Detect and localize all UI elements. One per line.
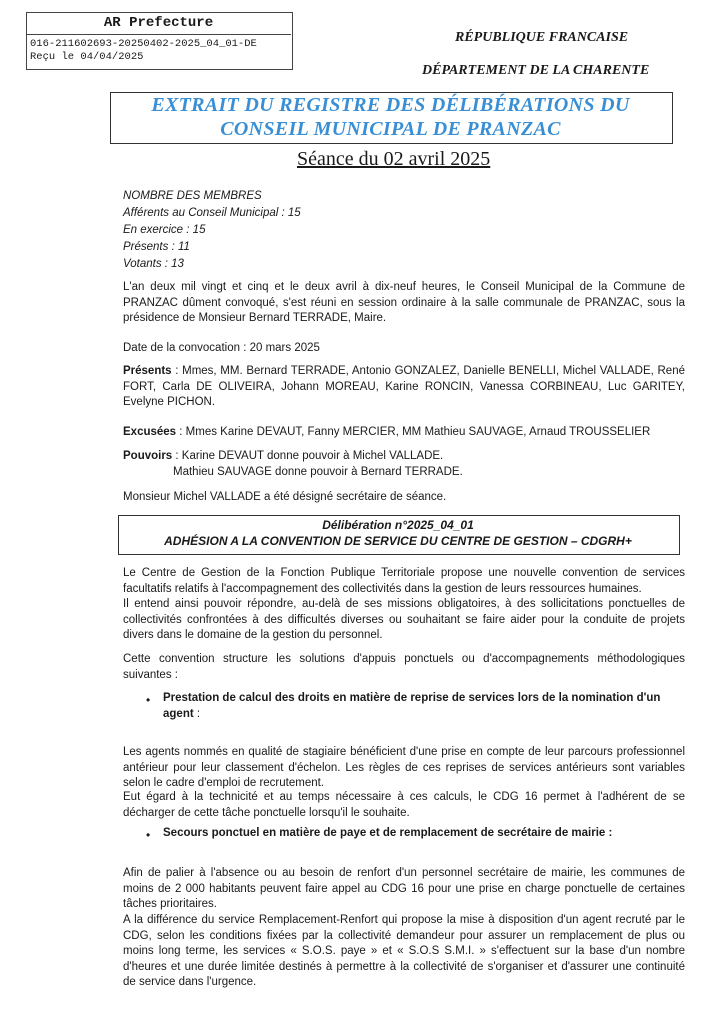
body-paragraph-4: Afin de palier à l'absence ou au besoin de renfort d'un personnel secrétaire de mairie, les communes de moins de 2 000 habitants peuvent faire appel au CDG 16 pour une prise en charge ponctuelle de certaines tâches prioritaires. <box>123 867 685 910</box>
members-votants: Votants : 13 <box>123 258 184 270</box>
excusees-paragraph <box>123 425 685 441</box>
bullet-1-suffix: : <box>193 707 201 720</box>
members-afferents: Afférents au Conseil Municipal : 15 <box>123 207 301 219</box>
title-line-1: EXTRAIT DU REGISTRE DES DÉLIBÉRATIONS DU <box>151 94 630 116</box>
stamp-title: AR Prefecture <box>26 12 291 35</box>
pouvoirs-line-2: Mathieu SAUVAGE donne pouvoir à Bernard TERRADE. <box>173 466 463 478</box>
excusees-label: Excusées <box>123 426 177 438</box>
stamp-received-date: Reçu le 04/04/2025 <box>30 51 144 63</box>
bullet-marker: • <box>146 828 151 842</box>
body-paragraph-3b: Eut égard à la technicité et au temps nécessaire à ces calculs, le CDG 16 permet à l'adhérent de se décharger de cette tâche ponctuelle lorsqu'il le souhaite. <box>123 791 685 819</box>
deliberation-title: ADHÉSION A LA CONVENTION DE SERVICE DU CENTRE DE GESTION – CDGRH+ <box>164 534 632 548</box>
bullet-2: Secours ponctuel en matière de paye et de remplacement de secrétaire de mairie : <box>163 827 613 839</box>
secretary-paragraph: Monsieur Michel VALLADE a été désigné secrétaire de séance. <box>123 491 447 503</box>
bullet-1-text: Prestation de calcul des droits en matière de reprise de services lors de la nomination d'un agent <box>163 692 661 720</box>
pouvoirs-label: Pouvoirs <box>123 450 173 462</box>
body-paragraph-3: Les agents nommés en qualité de stagiaire bénéficient d'une prise en compte de leur parcours professionnel antérieur pour leur classement d'échelon. Les règles de ces reprises de services antérieurs sont variables selon le cadre d'emploi de recrutement. <box>123 746 685 789</box>
bullet-marker: • <box>146 693 151 707</box>
body-paragraph-1b: Il entend ainsi pouvoir répondre, au-delà de ses missions obligatoires, à des sollicitations ponctuelles de collectivités confrontées à des difficultés diverses ou souhaitant se faire aider pour la conduite de projets divers dans le domaine de la gestion du personnel. <box>123 598 685 641</box>
body-paragraph-2: Cette convention structure les solutions d'appuis ponctuels ou d'accompagnements méthodologiques suivantes : <box>123 653 685 681</box>
pouvoirs-line-1: : Karine DEVAUT donne pouvoir à Michel VALLADE. <box>172 450 444 462</box>
pouvoirs-paragraph <box>123 449 685 465</box>
convocation-date: Date de la convocation : 20 mars 2025 <box>123 342 320 354</box>
title-line-2: CONSEIL MUNICIPAL DE PRANZAC <box>220 118 561 140</box>
presents-list: : Mmes, MM. Bernard TERRADE, Antonio GONZALEZ, Danielle BENELLI, Michel VALLADE, René FORT, Carla DE OLIVEIRA, Johann MOREAU, Karine RONCIN, Vanessa CORBINEAU, Luc GARITEY, Evelyne PICHON. <box>123 365 685 408</box>
body-paragraph-4b: A la différence du service Remplacement-Renfort qui propose la mise à disposition d'un agent recruté par le CDG, selon les conditions fixées par la collectivité demandeur pour assurer un remplacement de plus ou moins long terme, les services « S.O.S. paye » et « S.O.S S.M.I. » s'effectuent sur la base d'un nombre d'heures et une durée limitée destinés à permettre à la collectivité de s'organiser et d'assurer une continuité de service dans l'urgence. <box>123 914 685 988</box>
members-exercice: En exercice : 15 <box>123 224 206 236</box>
intro-paragraph: L'an deux mil vingt et cinq et le deux avril à dix-neuf heures, le Conseil Municipal de la Commune de PRANZAC dûment convoqué, s'est réuni en session ordinaire à la salle communale de PRANZAC, sous la présidence de Monsieur Bernard TERRADE, Maire. <box>123 281 685 324</box>
deliberation-number: Délibération n°2025_04_01 <box>322 518 474 532</box>
members-presents: Présents : 11 <box>123 241 190 253</box>
presents-paragraph <box>123 364 685 411</box>
presents-label: Présents <box>123 365 172 377</box>
stamp-reference: 016-211602693-20250402-2025_04_01-DE <box>30 38 257 50</box>
members-heading: NOMBRE DES MEMBRES <box>123 190 262 202</box>
republic-heading: RÉPUBLIQUE FRANCAISE <box>455 30 629 45</box>
body-paragraph-1: Le Centre de Gestion de la Fonction Publique Territoriale propose une nouvelle convention de services facultatifs relatifs à l'accompagnement des collectivités dans la gestion de leurs ressources humaines. <box>123 567 685 595</box>
seance-date: Séance du 02 avril 2025 <box>297 148 491 170</box>
bullet-1 <box>163 691 683 722</box>
excusees-list: : Mmes Karine DEVAUT, Fanny MERCIER, MM Mathieu SAUVAGE, Arnaud TROUSSELIER <box>176 426 651 438</box>
department-heading: DÉPARTEMENT DE LA CHARENTE <box>422 63 650 78</box>
members-block <box>123 188 301 273</box>
